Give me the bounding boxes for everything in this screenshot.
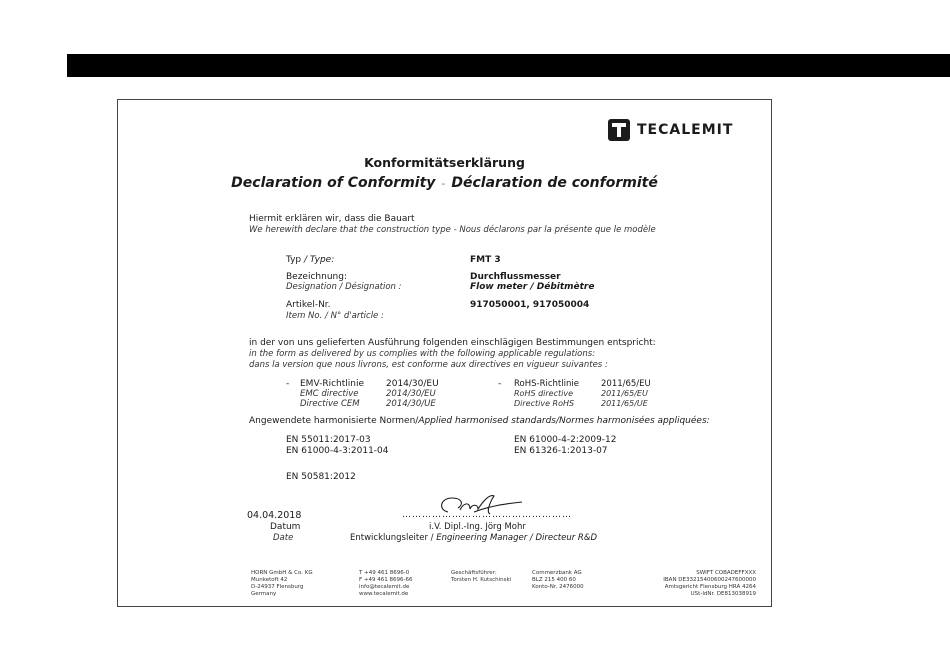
item-number-label-english-french: Item No. / N° d'article :: [286, 311, 384, 321]
item-number-label-german: Artikel-Nr.: [286, 300, 331, 310]
emv-directive-german: EMV-Richtlinie: [300, 379, 365, 389]
designation-label-german: Bezeichnung:: [286, 272, 347, 282]
top-black-bar: [67, 54, 950, 77]
rohs-directive-english: RoHS directive: [514, 389, 574, 398]
date-label-english: Date: [273, 533, 294, 543]
compliance-german: in der von uns gelieferten Ausführung folgenden einschlägigen Bestimmungen entspricht:: [249, 338, 656, 348]
designation-label-english-french: Designation / Désignation :: [286, 282, 402, 292]
rohs-directive-french: Directive RoHS: [514, 399, 575, 408]
designation-value-english-french: Flow meter / Débitmètre: [470, 282, 595, 292]
item-number-value: 917050001, 917050004: [470, 300, 590, 310]
rohs-directive-german-value: 2011/65/EU: [601, 379, 651, 389]
standard-en-61000-4-3: EN 61000-4-3:2011-04: [286, 446, 389, 456]
footer-management: Geschäftsführer: Torsten H. Kutschinski: [451, 570, 512, 583]
emv-directive-german-value: 2014/30/EU: [386, 379, 439, 389]
signer-name: i.V. Dipl.-Ing. Jörg Mohr: [429, 522, 526, 532]
signature-line: ……………………………………………: [402, 510, 572, 520]
rohs-directive-german: RoHS-Richtlinie: [514, 379, 579, 389]
tecalemit-t-logo-icon: [608, 119, 630, 141]
emc-directive-english: EMC directive: [300, 389, 359, 399]
cem-directive-french: Directive CEM: [300, 399, 360, 409]
standard-en-61000-4-2: EN 61000-4-2:2009-12: [514, 435, 617, 445]
title-german: Konformitätserklärung: [364, 155, 525, 170]
type-label: Typ / Type:: [286, 255, 335, 265]
designation-value-german: Durchflussmesser: [470, 272, 561, 282]
date-label-german: Datum: [270, 522, 301, 532]
intro-english-french: We herewith declare that the construction type - Nous déclarons par la présente que le modèle: [249, 225, 656, 235]
rohs-directive-english-value: 2011/65/EU: [601, 389, 648, 398]
compliance-french: dans la version que nous livrons, est conforme aux directives en vigueur suivantes :: [249, 360, 608, 370]
footer-bank: Commerzbank AG BLZ 215 400 60 Konto-Nr. 2476000: [532, 570, 584, 590]
signer-role: Entwicklungsleiter / Engineering Manager / Directeur R&D: [350, 533, 598, 543]
footer-contact: T +49 461 8696-0 F +49 461 8696-66 info@tecalemit.de www.tecalemit.de: [359, 570, 413, 597]
emc-directive-english-value: 2014/30/EU: [386, 389, 436, 399]
declaration-document: [117, 99, 772, 607]
cem-directive-french-value: 2014/30/UE: [386, 399, 436, 409]
company-logo: [608, 119, 733, 141]
footer-company-address: HORN GmbH & Co. KG Munketoft 42 D-24937 Flensburg Germany: [251, 570, 313, 597]
rohs-directive-french-value: 2011/65/UE: [601, 399, 648, 408]
standards-heading: Angewendete harmonisierte Normen/Applied harmonised standards/Normes harmonisées appliquées:: [249, 416, 710, 426]
standard-en-55011: EN 55011:2017-03: [286, 435, 371, 445]
footer-registration: SWIFT COBADEFFXXX IBAN DE33215400600247600000 Amtsgericht Flensburg HRA 4264 USt-IdNr. DE813038919: [663, 570, 756, 597]
bullet-rohs: -: [498, 379, 502, 389]
type-value: FMT 3: [470, 255, 501, 265]
title-line: [118, 175, 771, 191]
compliance-english: in the form as delivered by us complies with the following applicable regulations:: [249, 349, 596, 359]
title-french: Déclaration de conformité: [451, 175, 658, 191]
title-separator: -: [441, 177, 446, 190]
bullet-emv: -: [286, 379, 290, 389]
signature-date: 04.04.2018: [247, 510, 302, 521]
intro-german: Hiermit erklären wir, dass die Bauart: [249, 214, 415, 224]
standard-en-50581: EN 50581:2012: [286, 472, 356, 482]
title-english: Declaration of Conformity: [231, 175, 436, 191]
brand-name: TECALEMIT: [637, 122, 734, 138]
standard-en-61326-1: EN 61326-1:2013-07: [514, 446, 608, 456]
